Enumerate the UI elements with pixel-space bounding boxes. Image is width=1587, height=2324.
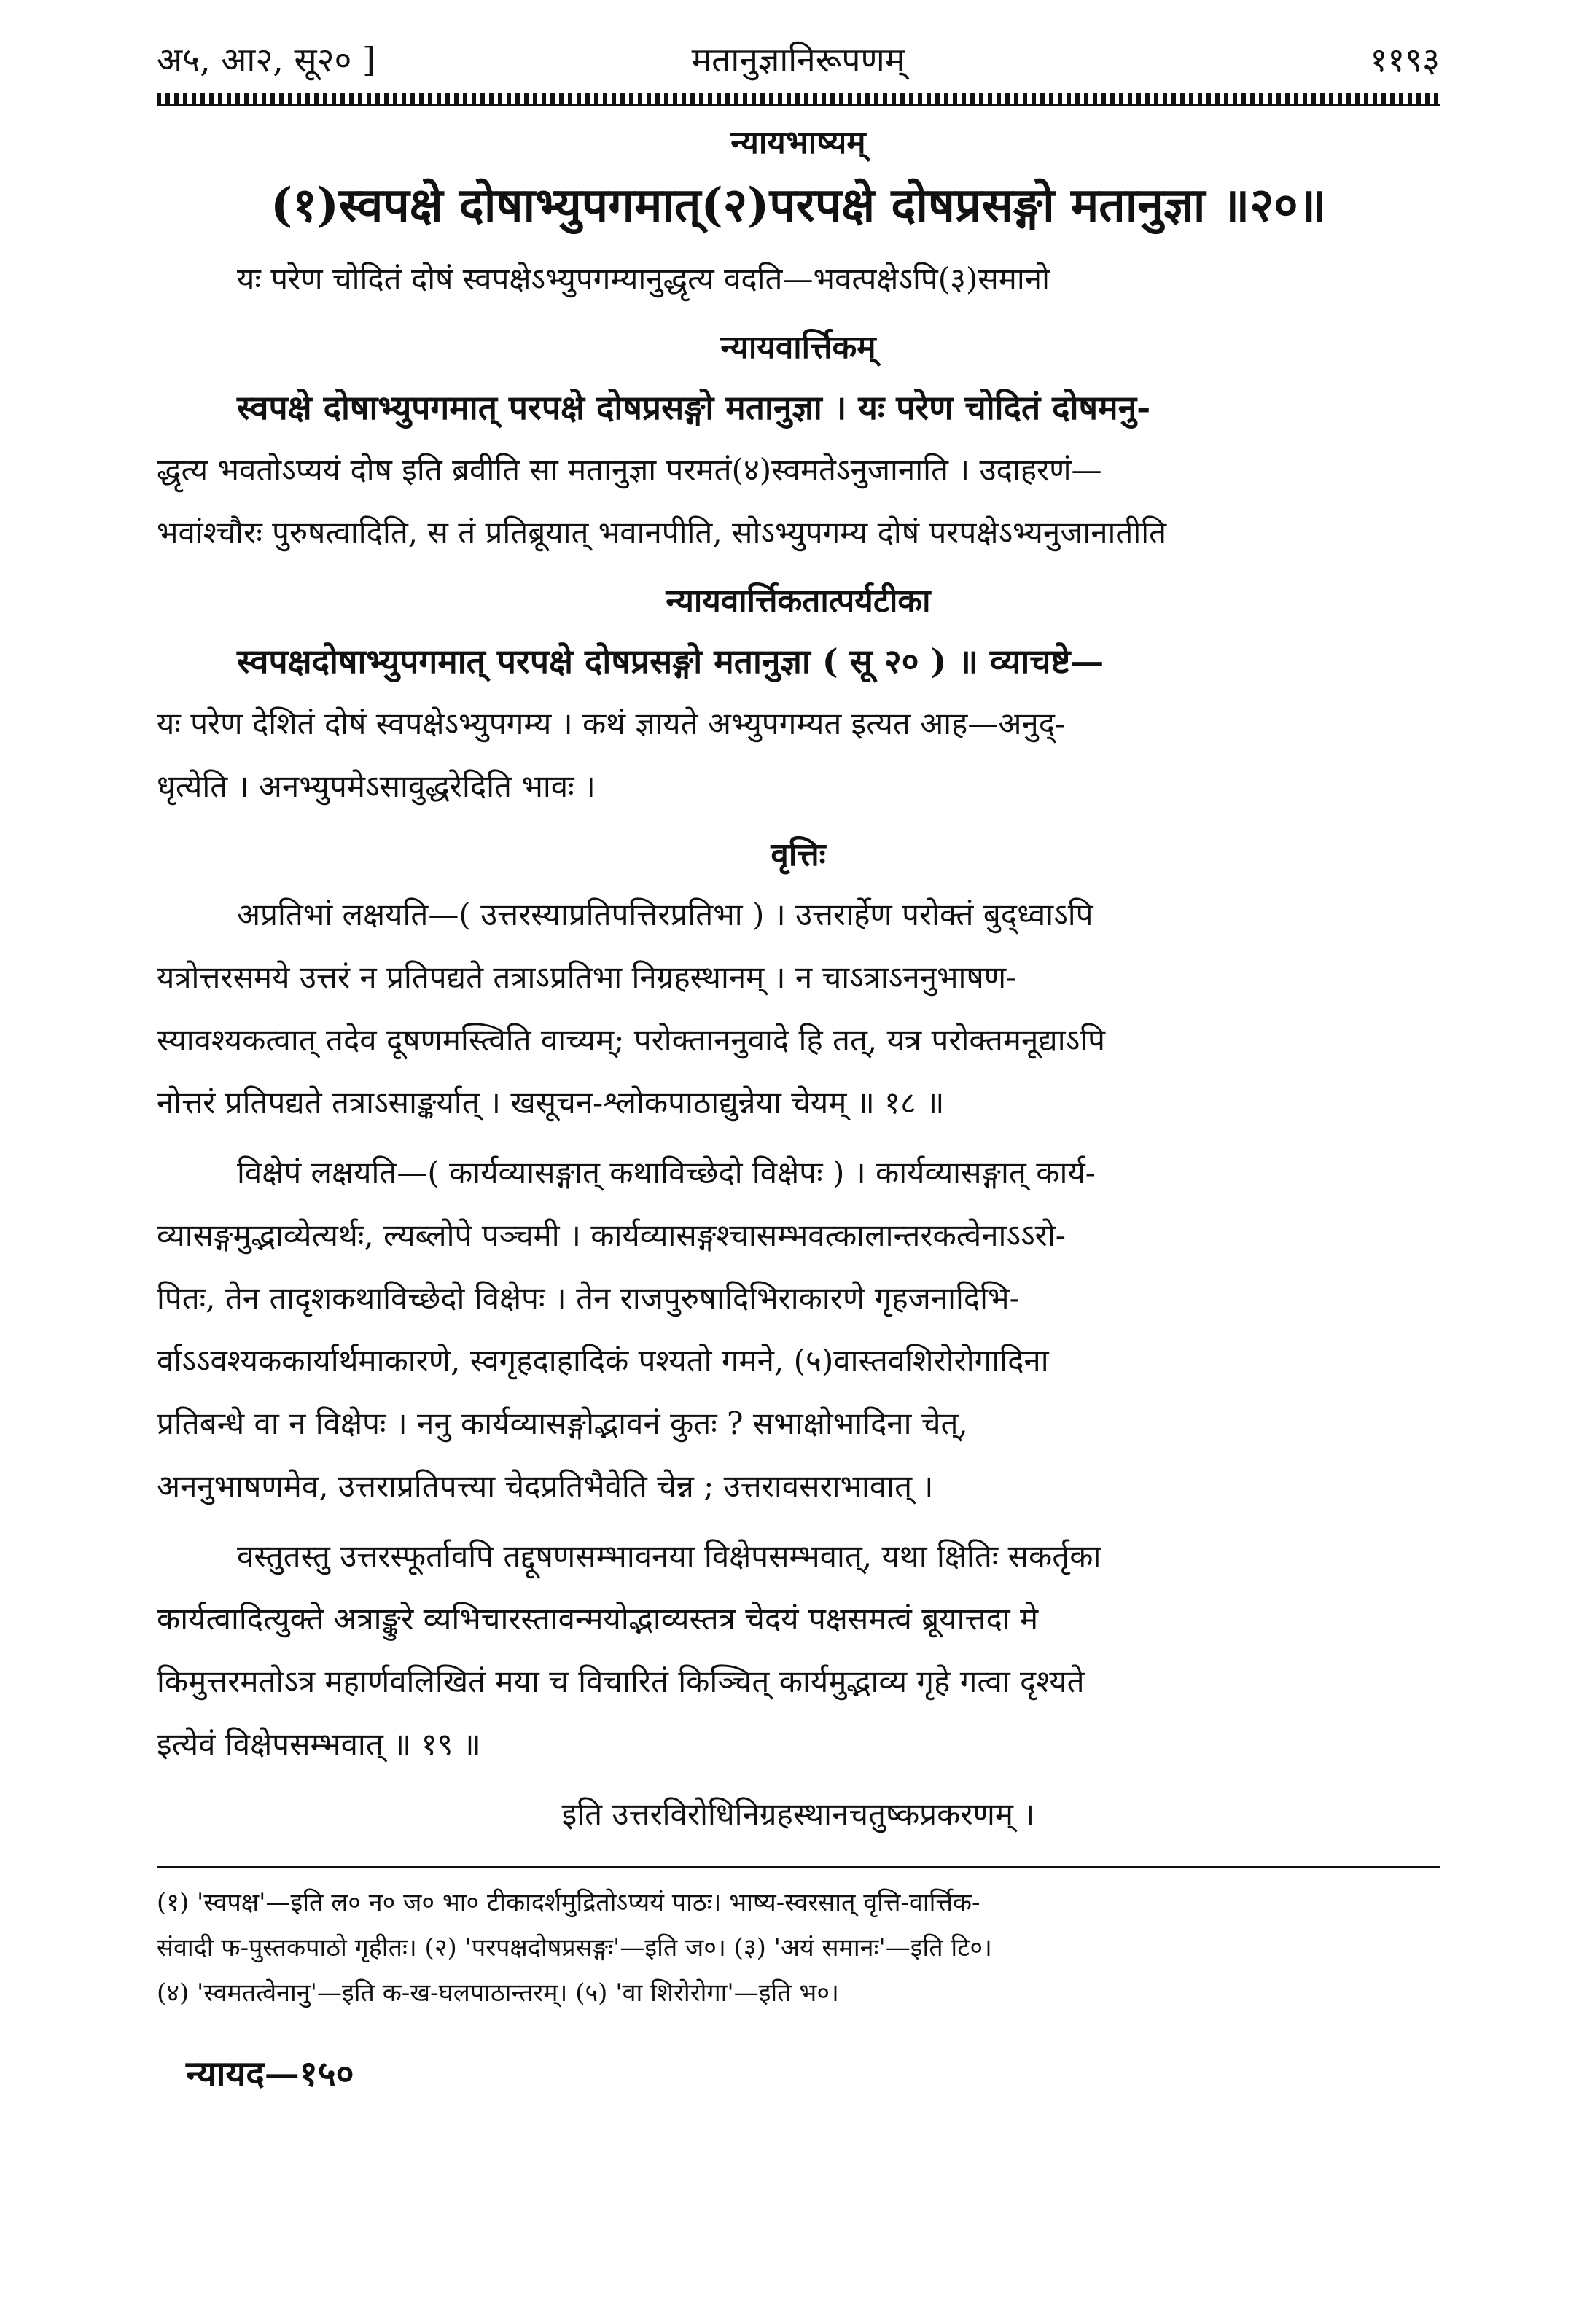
footnote-line: संवादी फ-पुस्तकपाठो गृहीतः। (२) 'परपक्षदोषप्रसङ्गः'—इति ज०। (३) 'अयं समानः'—इति टि०। bbox=[157, 1933, 992, 1962]
sutra-text: (१)स्वपक्षे दोषाभ्युपगमात्(२)परपक्षे दोषप्रसङ्गो मतानुज्ञा ॥२०॥ bbox=[270, 178, 1326, 233]
vritti-paragraph-1 bbox=[157, 884, 1440, 1134]
vritti-line: र्वाऽऽवश्यककार्यार्थमाकारणे, स्वगृहदाहादिकं पश्यतो गमने, (५)वास्तवशिरोरोगादिना bbox=[157, 1343, 1049, 1379]
vritti-line: कार्यत्वादित्युक्ते अत्राङ्कुरे व्यभिचारस्तावन्मयोद्भाव्यस्तत्र चेदयं पक्षसमत्वं ब्रूयात्तदा मे bbox=[157, 1601, 1039, 1637]
vritti-line: विक्षेपं लक्षयति—( कार्यव्यासङ्गात् कथाविच्छेदो विक्षेपः ) । कार्यव्यासङ्गात् कार्य- bbox=[237, 1155, 1096, 1190]
page-number: ११९३ bbox=[1370, 40, 1440, 79]
vritti-line: अप्रतिभां लक्षयति—( उत्तरस्याप्रतिपत्तिरप्रतिभा ) । उत्तरार्हेण परोक्तं बुद्ध्वाऽपि bbox=[237, 897, 1093, 932]
vritti-line: इत्येवं विक्षेपसम्भवात् ॥ १९ ॥ bbox=[157, 1726, 481, 1762]
vritti-paragraph-2 bbox=[157, 1142, 1440, 1518]
varttika-line: भवांश्चौरः पुरुषत्वादिति, स तं प्रतिब्रूयात् भवानपीति, सोऽभ्युपगम्य दोषं परपक्षेऽभ्यनुजानातीति bbox=[157, 515, 1167, 550]
signature-mark: न्यायद—१५० bbox=[186, 2054, 354, 2094]
vritti-line: व्यासङ्गमुद्भाव्येत्यर्थः, ल्यब्लोपे पञ्चमी । कार्यव्यासङ्गश्चासम्भवत्कालान्तरकत्वेनाऽऽरो- bbox=[157, 1217, 1066, 1253]
varttika-block bbox=[157, 376, 1440, 564]
vritti-line: वस्तुतस्तु उत्तरस्फूर्तावपि तद्दूषणसम्भावनया विक्षेपसम्भवात्, यथा क्षितिः सकर्तृका bbox=[237, 1538, 1101, 1574]
footnote-rule bbox=[157, 1866, 1440, 1868]
vritti-line: अननुभाषणमेव, उत्तराप्रतिपत्त्या चेदप्रतिभैवेति चेन्न ; उत्तरावसराभावात् । bbox=[157, 1468, 934, 1504]
tika-line: स्वपक्षदोषाभ्युपगमात् परपक्षे दोषप्रसङ्गो मतानुज्ञा ( सू २० ) ॥ व्याचष्टे— bbox=[237, 642, 1104, 681]
vritti-title: वृत्तिः bbox=[771, 836, 826, 873]
vritti-line: पितः, तेन तादृशकथाविच्छेदो विक्षेपः । तेन राजपुरुषादिभिराकारणे गृहजनादिभि- bbox=[157, 1280, 1020, 1316]
vritti-line: यत्रोत्तरसमये उत्तरं न प्रतिपद्यते तत्राऽप्रतिभा निग्रहस्थानम् । न चाऽत्राऽननुभाषण- bbox=[157, 959, 1017, 995]
header-chapter-ref: अ५, आ२, सू२० ] bbox=[157, 40, 375, 79]
header-title: मतानुज्ञानिरूपणम् bbox=[691, 40, 905, 79]
nyaya-bhashya-title: न्यायभाष्यम् bbox=[730, 124, 866, 161]
footnote-line: (१) 'स्वपक्ष'—इति ल० न० ज० भा० टीकादर्शमुद्रितोऽप्ययं पाठः। भाष्य-स्वरसात् वृत्ति-वार्त्तिक- bbox=[157, 1888, 980, 1917]
nyaya-varttika-title: न्यायवार्त्तिकम् bbox=[720, 329, 876, 366]
vritti-line: स्यावश्यकत्वात् तदेव दूषणमस्त्विति वाच्यम्; परोक्ताननुवादे हि तत्, यत्र परोक्तमनूद्याऽपि bbox=[157, 1022, 1105, 1058]
varttika-line: स्वपक्षे दोषाभ्युपगमात् परपक्षे दोषप्रसङ्गो मतानुज्ञा । यः परेण चोदितं दोषमनु- bbox=[237, 388, 1151, 427]
header-rule bbox=[157, 93, 1440, 106]
page bbox=[157, 29, 1440, 2097]
bhashya-text: यः परेण चोदितं दोषं स्वपक्षेऽभ्युपगम्यानुद्धृत्य वदति—भवत्पक्षेऽपि(३)समानो bbox=[237, 261, 1050, 297]
vritti-line: नोत्तरं प्रतिपद्यते तत्राऽसाङ्कर्यात् । खसूचन-श्लोकपाठाद्युन्नेया चेयम् ॥ १८ ॥ bbox=[157, 1085, 945, 1120]
vritti-line: प्रतिबन्धे वा न विक्षेपः । ननु कार्यव्यासङ्गोद्भावनं कुतः ? सभाक्षोभादिना चेत्, bbox=[157, 1405, 968, 1441]
vritti-paragraph-3 bbox=[157, 1525, 1440, 1776]
running-header bbox=[157, 29, 1440, 87]
tika-line: धृत्येति । अनभ्युपमेऽसावुद्धरेदिति भावः । bbox=[157, 768, 596, 804]
section-closing: इति उत्तरविरोधिनिग्रहस्थानचतुष्कप्रकरणम् । bbox=[561, 1796, 1035, 1832]
varttika-line: द्धृत्य भवतोऽप्ययं दोष इति ब्रवीति सा मतानुज्ञा परमतं(४)स्वमतेऽनुजानाति । उदाहरणं— bbox=[157, 452, 1102, 488]
footnote-line: (४) 'स्वमतत्वेनानु'—इति क-ख-घलपाठान्तरम्। (५) 'वा शिरोरोगा'—इति भ०। bbox=[157, 1978, 839, 2008]
footnotes bbox=[157, 1880, 1440, 2016]
tika-line: यः परेण देशितं दोषं स्वपक्षेऽभ्युपगम्य । कथं ज्ञायते अभ्युपगम्यत इत्यत आह—अनुद्- bbox=[157, 706, 1066, 741]
vritti-line: किमुत्तरमतोऽत्र महार्णवलिखितं मया च विचारितं किञ्चित् कार्यमुद्भाव्य गृहे गत्वा दृश्यते bbox=[157, 1664, 1085, 1699]
tika-block bbox=[157, 630, 1440, 818]
tatparya-tika-title: न्यायवार्त्तिकतात्पर्यटीका bbox=[666, 582, 931, 620]
